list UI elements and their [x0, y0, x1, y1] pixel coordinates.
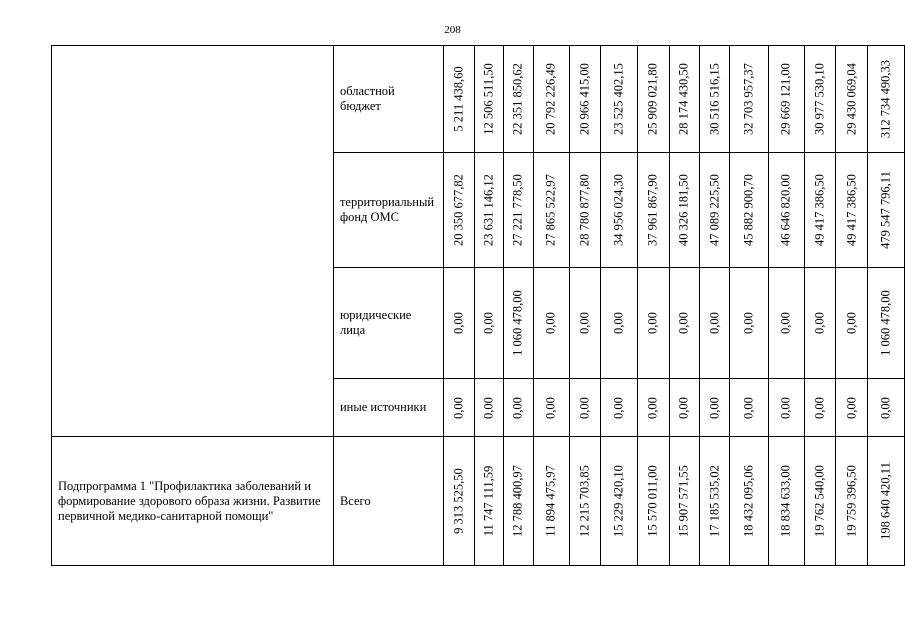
value-cell: [669, 379, 700, 437]
value-cell: [700, 437, 730, 566]
value-cell: [804, 268, 836, 379]
value-cell: [730, 153, 769, 268]
value-text: 0,00: [707, 396, 722, 419]
value-text: 0,00: [543, 396, 558, 419]
value-text: 23 525 402,15: [611, 63, 626, 135]
value-cell: [443, 379, 474, 437]
value-cell: [804, 437, 836, 566]
value-cell: [474, 379, 503, 437]
budget-table: [51, 45, 905, 566]
value-text: 32 703 957,37: [741, 63, 756, 135]
page-number: 208: [444, 24, 461, 36]
value-text: 312 734 490,33: [878, 59, 893, 139]
value-cell: [443, 268, 474, 379]
value-text: 19 759 396,50: [844, 465, 859, 537]
value-cell: [836, 379, 868, 437]
value-text: 0,00: [741, 396, 756, 419]
value-cell: [601, 437, 638, 566]
value-text: 18 432 095,06: [741, 465, 756, 537]
value-cell: [570, 268, 601, 379]
value-text: 17 185 535,02: [707, 465, 722, 537]
value-text: 0,00: [878, 396, 893, 419]
value-text: 0,00: [676, 312, 691, 334]
value-cell: [804, 153, 836, 268]
value-cell: [533, 153, 570, 268]
value-text: 0,00: [778, 312, 793, 334]
value-text: 9 313 525,50: [451, 468, 466, 534]
value-cell: [669, 437, 700, 566]
value-text: 0,00: [778, 396, 793, 419]
value-text: 34 956 024,30: [611, 174, 626, 246]
value-text: 0,00: [844, 396, 859, 419]
value-cell: [533, 268, 570, 379]
value-cell: [868, 268, 905, 379]
value-text: 12 788 400,97: [510, 465, 525, 537]
value-text: 0,00: [451, 312, 466, 334]
value-cell: [503, 46, 533, 153]
value-cell: [804, 379, 836, 437]
value-cell: [868, 437, 905, 566]
value-text: 1 060 478,00: [878, 290, 893, 356]
value-cell: [768, 268, 804, 379]
value-text: 47 089 225,50: [707, 174, 722, 246]
value-cell: [768, 153, 804, 268]
value-cell: [768, 379, 804, 437]
value-cell: [730, 379, 769, 437]
value-text: 198 640 420,11: [878, 462, 893, 540]
value-text: 0,00: [510, 396, 525, 419]
value-text: 0,00: [577, 396, 592, 419]
value-text: 15 907 571,55: [676, 465, 691, 537]
value-cell: [804, 46, 836, 153]
value-text: 11 747 111,59: [481, 465, 496, 537]
value-cell: [836, 153, 868, 268]
value-text: 29 430 069,04: [844, 63, 859, 135]
value-cell: [768, 46, 804, 153]
value-text: 0,00: [481, 396, 496, 419]
table-row: [52, 437, 905, 566]
value-text: 23 631 146,12: [481, 174, 496, 246]
program-name-cell: [52, 46, 334, 437]
value-text: 0,00: [741, 312, 756, 334]
value-text: 27 221 778,50: [510, 174, 525, 246]
value-cell: [868, 379, 905, 437]
value-cell: [503, 379, 533, 437]
value-cell: [700, 46, 730, 153]
funding-source-cell: Всего: [333, 437, 443, 566]
value-text: 0,00: [645, 396, 660, 419]
value-cell: [570, 153, 601, 268]
value-text: 20 350 677,82: [451, 174, 466, 246]
funding-source-cell: иные источники: [333, 379, 443, 437]
value-text: 27 865 522,97: [543, 174, 558, 246]
value-cell: [601, 46, 638, 153]
value-cell: [768, 437, 804, 566]
value-cell: [868, 153, 905, 268]
value-text: 0,00: [812, 312, 827, 334]
value-cell: [443, 153, 474, 268]
funding-source-cell: областной бюджет: [333, 46, 443, 153]
value-text: 0,00: [844, 312, 859, 334]
value-cell: [503, 153, 533, 268]
value-text: 0,00: [451, 396, 466, 419]
value-text: 1 060 478,00: [510, 290, 525, 356]
value-cell: [443, 437, 474, 566]
value-text: 30 516 516,15: [707, 63, 722, 135]
value-cell: [601, 268, 638, 379]
value-text: 28 780 877,80: [577, 174, 592, 246]
value-text: 11 894 475,97: [543, 465, 558, 537]
value-cell: [637, 153, 669, 268]
value-cell: [836, 268, 868, 379]
value-text: 0,00: [812, 396, 827, 419]
value-text: 37 961 867,90: [645, 174, 660, 246]
value-text: 20 966 415,00: [577, 63, 592, 135]
value-text: 0,00: [481, 312, 496, 334]
value-cell: [474, 153, 503, 268]
value-cell: [474, 437, 503, 566]
value-text: 479 547 796,11: [878, 171, 893, 249]
value-cell: [669, 153, 700, 268]
value-text: 15 570 011,00: [645, 465, 660, 537]
value-text: 18 834 633,00: [778, 465, 793, 537]
value-cell: [836, 437, 868, 566]
funding-source-cell: юридические лица: [333, 268, 443, 379]
value-text: 15 229 420,10: [611, 465, 626, 537]
value-cell: [570, 46, 601, 153]
value-cell: [474, 268, 503, 379]
value-cell: [868, 46, 905, 153]
value-cell: [730, 268, 769, 379]
value-cell: [730, 46, 769, 153]
value-text: 5 211 438,60: [451, 66, 466, 132]
value-cell: [700, 268, 730, 379]
value-cell: [700, 153, 730, 268]
value-text: 12 215 703,85: [577, 465, 592, 537]
value-text: 49 417 386,50: [812, 174, 827, 246]
value-cell: [700, 379, 730, 437]
value-text: 25 909 021,80: [645, 63, 660, 135]
value-cell: [637, 268, 669, 379]
value-text: 29 669 121,00: [778, 63, 793, 135]
value-cell: [570, 437, 601, 566]
value-text: 0,00: [611, 396, 626, 419]
value-cell: [669, 46, 700, 153]
value-cell: [637, 379, 669, 437]
value-cell: [533, 46, 570, 153]
value-text: 19 762 540,00: [812, 465, 827, 537]
value-cell: [503, 437, 533, 566]
value-text: 40 326 181,50: [676, 174, 691, 246]
value-cell: [601, 379, 638, 437]
value-text: 0,00: [645, 312, 660, 334]
value-text: 45 882 900,70: [741, 174, 756, 246]
value-text: 20 792 226,49: [543, 63, 558, 135]
table-row: [52, 46, 905, 153]
funding-source-cell: территориальный фонд ОМС: [333, 153, 443, 268]
value-cell: [637, 46, 669, 153]
value-text: 12 506 511,50: [481, 63, 496, 135]
value-text: 0,00: [543, 312, 558, 334]
value-text: 0,00: [707, 312, 722, 334]
value-text: 0,00: [611, 312, 626, 334]
value-cell: [533, 379, 570, 437]
value-cell: [533, 437, 570, 566]
value-cell: [730, 437, 769, 566]
value-text: 22 351 850,62: [510, 63, 525, 135]
value-cell: [474, 46, 503, 153]
value-text: 49 417 386,50: [844, 174, 859, 246]
value-text: 30 977 530,10: [812, 63, 827, 135]
value-cell: [443, 46, 474, 153]
value-cell: [637, 437, 669, 566]
program-name-cell: Подпрограмма 1 "Профилактика заболеваний и формирование здорового образа жизни. Развитие первичной медико-санитарной помощи": [52, 437, 334, 566]
value-cell: [836, 46, 868, 153]
value-text: 28 174 430,50: [676, 63, 691, 135]
value-text: 46 646 820,00: [778, 174, 793, 246]
value-cell: [601, 153, 638, 268]
value-cell: [503, 268, 533, 379]
value-cell: [570, 379, 601, 437]
value-text: 0,00: [676, 396, 691, 419]
value-cell: [669, 268, 700, 379]
value-text: 0,00: [577, 312, 592, 334]
